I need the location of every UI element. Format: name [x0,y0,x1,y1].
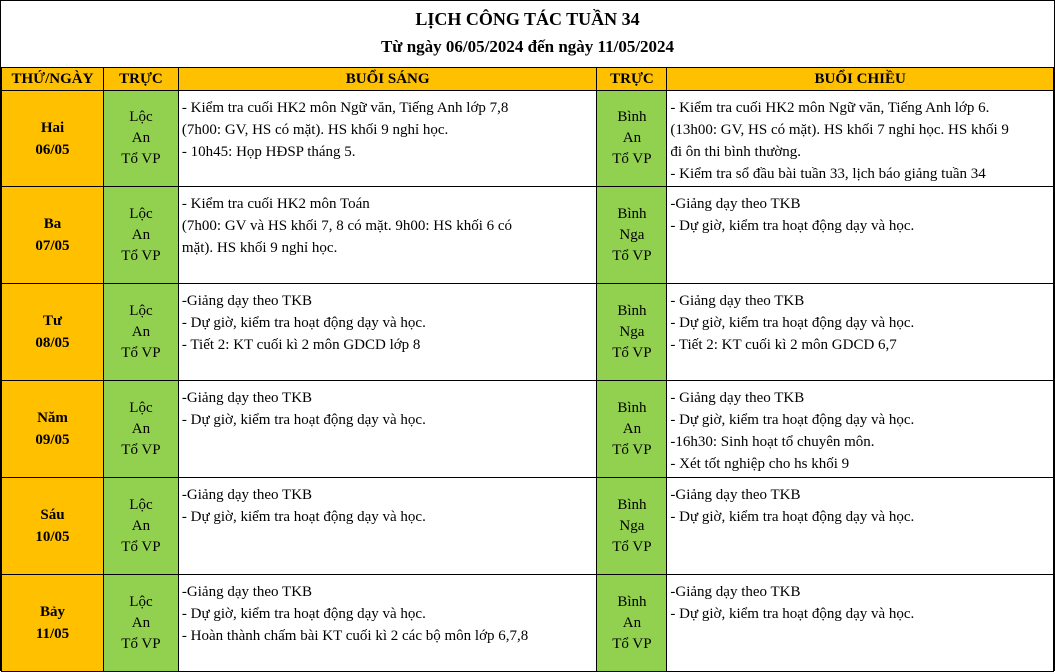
morning-tasks-cell [178,478,597,575]
task-line: - Dự giờ, kiểm tra hoạt động dạy và học. [670,606,915,622]
duty-person: Tổ VP [612,635,652,652]
task-line: -Giảng dạy theo TKB [181,390,313,406]
task-line: -Giảng dạy theo TKB [670,584,801,600]
task-line: -Giảng dạy theo TKB [181,293,313,309]
task-line: - Dự giờ, kiểm tra hoạt động dạy và học. [670,315,915,331]
task-line: - Giảng dạy theo TKB [670,293,805,309]
duty-person: An [131,323,151,340]
table-row [2,91,1054,187]
duty-person: Bình [617,109,647,125]
duty-morning-cell [103,478,178,575]
duty-person: Lộc [129,399,153,416]
day-cell [2,478,104,575]
task-line: - Dự giờ, kiểm tra hoạt động dạy và học. [670,509,915,525]
task-line: -Giảng dạy theo TKB [181,487,313,503]
duty-person: Tổ VP [121,344,161,361]
page-title: LỊCH CÔNG TÁC TUẦN 34 [415,9,640,29]
table-row [2,478,1054,575]
date-label: 08/05 [35,335,70,351]
task-list [670,575,1053,625]
duty-morning-cell [103,91,178,187]
duty-morning-cell [103,187,178,284]
day-cell [2,91,104,187]
duty-person: An [131,420,151,437]
col-header-afternoon: BUỔI CHIỀU [667,68,1054,91]
duty-person: An [622,420,642,437]
task-line: -Giảng dạy theo TKB [670,487,801,503]
task-line: mặt). HS khối 9 nghỉ học. [181,240,338,256]
task-line: - Giảng dạy theo TKB [670,390,805,406]
duty-person: Nga [619,517,645,534]
duty-person: Tổ VP [121,441,161,458]
duty-morning-cell [103,284,178,381]
table-row [2,575,1054,672]
date-label: 06/05 [35,141,70,158]
duty-person: Bình [617,302,647,319]
table-row [2,187,1054,284]
duty-person: Lộc [129,496,153,513]
task-line: (7h00: GV và HS khối 7, 8 có mặt. 9h00: HS khối 6 có [181,218,513,234]
duty-morning-cell [103,381,178,478]
task-list [182,575,597,647]
col-header-duty-pm: TRỰC [597,68,667,91]
duty-person: An [131,226,151,243]
duty-person: Tổ VP [121,538,161,555]
morning-tasks-cell [178,284,597,381]
task-list [670,284,1053,356]
date-label: 11/05 [35,626,70,642]
col-header-duty-am: TRỰC [103,68,178,91]
task-line: - Dự giờ, kiểm tra hoạt động dạy và học. [181,606,426,622]
task-list [670,91,1053,185]
task-line: - Dự giờ, kiểm tra hoạt động dạy và học. [670,218,915,234]
date-label: 07/05 [35,238,70,254]
afternoon-tasks-cell [667,478,1054,575]
duty-person: Bình [617,496,647,513]
task-line: - Tiết 2: KT cuối kì 2 môn GDCD 6,7 [670,337,897,353]
task-list [182,381,597,431]
weekday-label: Hai [40,119,65,136]
duty-person: Bình [617,205,647,222]
morning-tasks-cell [178,187,597,284]
table-row [2,284,1054,381]
duty-person: Lộc [129,593,153,610]
duty-person: An [622,614,642,631]
task-line: đi ôn thi bình thường. [670,144,802,160]
task-list [182,478,597,528]
col-header-morning: BUỔI SÁNG [178,68,597,91]
morning-tasks-cell [178,381,597,478]
task-line: - Dự giờ, kiểm tra hoạt động dạy và học. [181,315,426,331]
morning-tasks-cell [178,575,597,672]
duty-person: Tổ VP [121,635,161,652]
task-line: - Dự giờ, kiểm tra hoạt động dạy và học. [670,412,915,428]
task-line: -Giảng dạy theo TKB [181,584,313,600]
day-cell [2,575,104,672]
duty-person: Tổ VP [612,247,652,264]
task-line: - Dự giờ, kiểm tra hoạt động dạy và học. [181,509,426,525]
task-line: -16h30: Sinh hoạt tổ chuyên môn. [670,434,875,450]
date-label: 09/05 [35,432,70,448]
day-cell [2,187,104,284]
duty-afternoon-cell [597,91,667,187]
duty-person: Lộc [129,302,153,319]
duty-person: Lộc [129,205,153,222]
duty-person: Bình [617,399,647,416]
task-line: - Xét tốt nghiệp cho hs khối 9 [670,456,850,472]
afternoon-tasks-cell [667,575,1054,672]
duty-person: Nga [619,323,645,340]
duty-person: An [131,517,151,534]
task-line: - Kiểm tra cuối HK2 môn Toán [181,196,370,212]
duty-person: Bình [617,593,647,610]
table-row [2,381,1054,478]
duty-person: Tổ VP [612,344,652,361]
afternoon-tasks-cell [667,91,1054,187]
weekday-label: Tư [42,313,62,329]
afternoon-tasks-cell [667,381,1054,478]
schedule-table [1,67,1054,672]
page-subtitle: Từ ngày 06/05/2024 đến ngày 11/05/2024 [380,37,675,56]
task-list [670,478,1053,528]
duty-person: Tổ VP [612,441,652,458]
task-line: - Kiểm tra sổ đầu bài tuần 33, lịch báo giảng tuần 34 [670,166,986,182]
afternoon-tasks-cell [667,187,1054,284]
task-line: - 10h45: Họp HĐSP tháng 5. [181,144,356,160]
duty-person: Tổ VP [121,247,161,264]
title-block [1,1,1054,67]
weekday-label: Ba [43,216,62,232]
duty-person: An [131,614,151,631]
weekday-label: Bảy [39,604,65,620]
afternoon-tasks-cell [667,284,1054,381]
day-cell [2,381,104,478]
duty-person: Tổ VP [612,151,652,167]
task-line: - Tiết 2: KT cuối kì 2 môn GDCD lớp 8 [181,337,421,353]
duty-person: Tổ VP [612,538,652,555]
task-line: - Kiểm tra cuối HK2 môn Ngữ văn, Tiếng Anh lớp 6. [670,100,990,116]
weekday-label: Sáu [40,507,65,523]
task-line: -Giảng dạy theo TKB [670,196,801,212]
weekday-label: Năm [37,410,68,426]
duty-person: Tổ VP [121,151,161,167]
task-line: (7h00: GV, HS có mặt). HS khối 9 nghỉ học. [181,122,449,138]
task-line: - Kiểm tra cuối HK2 môn Ngữ văn, Tiếng Anh lớp 7,8 [181,100,509,116]
duty-person: An [622,130,642,146]
task-list [670,381,1053,475]
task-list [182,91,597,163]
task-list [670,187,1053,237]
task-line: - Hoàn thành chấm bài KT cuối kì 2 các bộ môn lớp 6,7,8 [181,628,529,644]
task-line: (13h00: GV, HS có mặt). HS khối 7 nghỉ học. HS khối 9 [670,122,1009,138]
task-line: - Dự giờ, kiểm tra hoạt động dạy và học. [181,412,426,428]
header-row [2,68,1054,91]
col-header-day: THỨ/NGÀY [2,68,104,91]
task-list [182,284,597,356]
morning-tasks-cell [178,91,597,187]
duty-person: Nga [619,226,645,243]
duty-afternoon-cell [597,381,667,478]
duty-afternoon-cell [597,187,667,284]
task-list [182,187,597,259]
duty-morning-cell [103,575,178,672]
day-cell [2,284,104,381]
duty-person: An [131,130,151,146]
duty-person: Lộc [129,109,153,125]
duty-afternoon-cell [597,478,667,575]
date-label: 10/05 [35,529,70,545]
duty-afternoon-cell [597,575,667,672]
duty-afternoon-cell [597,284,667,381]
